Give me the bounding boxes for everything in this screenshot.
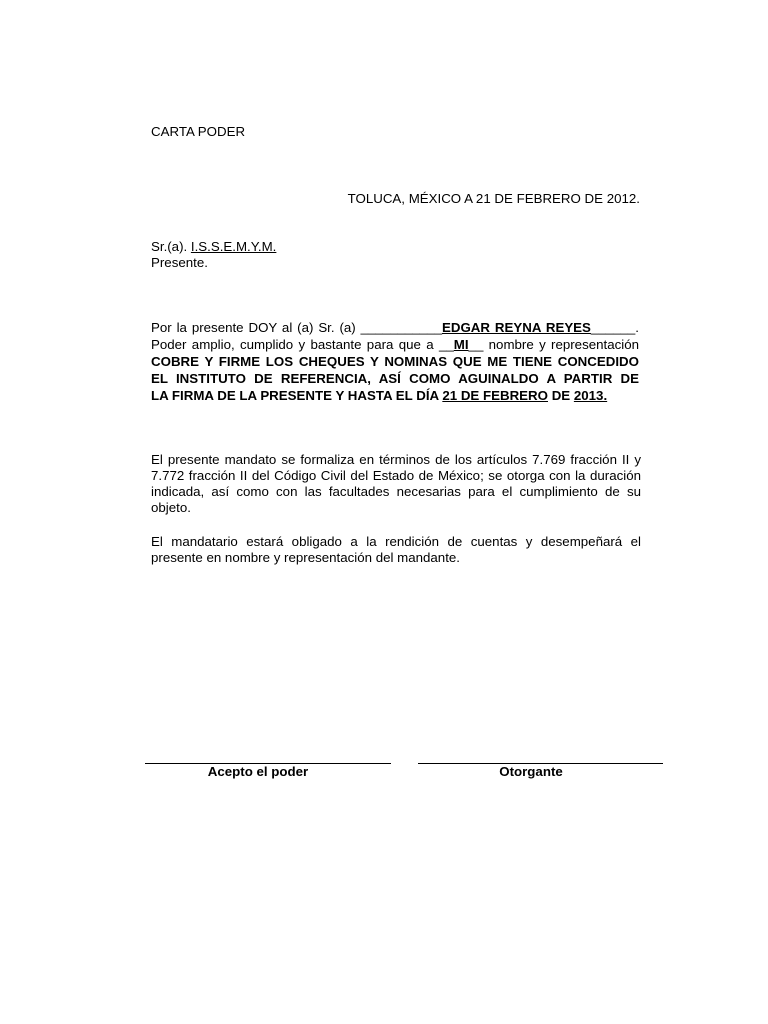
- grant-intro-text: Por la presente DOY al (a) Sr. (a): [151, 320, 361, 335]
- grant-de-text: DE: [548, 388, 574, 403]
- mi-word: MI: [453, 337, 469, 352]
- legal-basis-paragraph: El presente mandato se formaliza en términos de los artículos 7.769 fracción II y 7.772 fracción II del Código Civil del Estado de México; se otorga con la duración indicada, así como con las facultades necesarias para el cumplimiento de su objeto.: [151, 452, 641, 515]
- signature-label-grantor: Otorgante: [499, 764, 563, 779]
- attorney-name: EDGAR REYNA REYES: [441, 320, 591, 335]
- grant-line-3: COBRE Y FIRME LOS CHEQUES Y NOMINAS QUE ME TIENE CONCEDIDO: [151, 354, 639, 369]
- obligations-paragraph: El mandatario estará obligado a la rendición de cuentas y desempeñará el presente en nombre y representación del mandante.: [151, 534, 641, 565]
- name-blank-before: ___________: [360, 320, 442, 335]
- mi-blank-before: __: [438, 337, 454, 352]
- grant-power-text: Poder amplio, cumplido y bastante para que a: [151, 337, 439, 352]
- addressee-block: [151, 239, 276, 271]
- grant-until-text: LA FIRMA DE LA PRESENTE Y HASTA EL DÍA: [151, 388, 443, 403]
- grant-line-1-end: .: [635, 320, 639, 335]
- grant-line-4: EL INSTITUTO DE REFERENCIA, ASÍ COMO AGUINALDO A PARTIR DE: [151, 371, 639, 386]
- mi-blank-after: __: [468, 337, 484, 352]
- name-blank-after: ______: [590, 320, 636, 335]
- addressee-greeting: Presente.: [151, 255, 208, 270]
- place-date: TOLUCA, MÉXICO A 21 DE FEBRERO DE 2012.: [347, 191, 640, 206]
- addressee-prefix: Sr.(a).: [151, 239, 191, 254]
- grant-line-2: [151, 337, 639, 354]
- grant-line-5: [151, 388, 639, 405]
- addressee-name: I.S.S.E.M.Y.M.: [190, 239, 277, 254]
- end-day: 21 DE FEBRERO: [442, 388, 548, 403]
- end-year: 2013.: [573, 388, 608, 403]
- grant-representation-text: nombre y representación: [483, 337, 639, 352]
- letter-title: CARTA PODER: [151, 124, 246, 139]
- addressee-line: [151, 239, 276, 255]
- grant-paragraph: [151, 320, 639, 405]
- signature-label-acceptor: Acepto el poder: [207, 764, 309, 779]
- grant-line-1: [151, 320, 639, 337]
